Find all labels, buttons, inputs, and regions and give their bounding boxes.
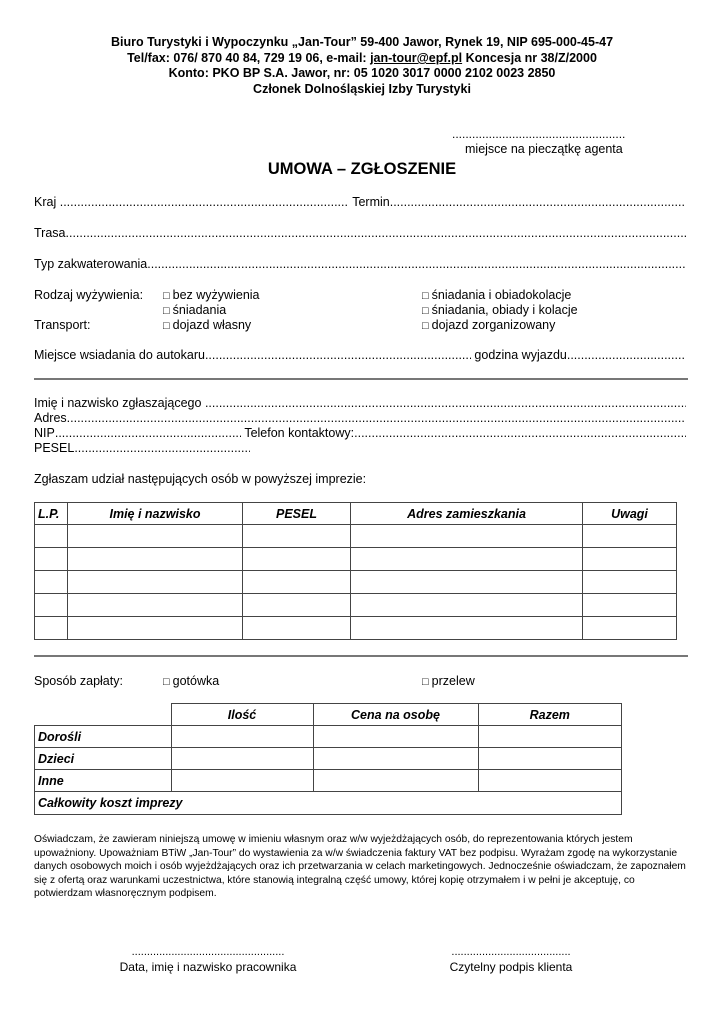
field-trasa[interactable] [34,226,686,241]
cell-pesel[interactable] [243,525,351,548]
table-row [35,525,677,548]
cell-cena[interactable] [313,748,478,770]
option-label: śniadania i obiadokolacje [431,288,572,302]
cell-lp[interactable] [35,617,68,640]
cell-ilosc[interactable] [171,748,313,770]
cell-razem[interactable] [478,770,622,792]
option-label: gotówka [172,674,220,688]
header-contact-post: Koncesja nr 38/Z/2000 [462,51,597,65]
checkbox-icon[interactable]: □ [422,290,429,302]
option-sniadania[interactable] [163,303,226,317]
option-label: śniadania, obiady i kolacje [431,303,578,317]
typ-label: Typ zakwaterowania [34,257,148,271]
col-header-razem: Razem [478,704,622,726]
row-label-dzieci: Dzieci [35,748,172,770]
checkbox-icon[interactable]: □ [163,305,170,317]
table-row [35,748,622,770]
cell-imie[interactable] [68,548,243,571]
col-header-adres: Adres zamieszkania [351,503,583,525]
divider [34,378,688,380]
option-label: dojazd zorganizowany [431,318,556,332]
field-adres[interactable] [34,411,686,426]
col-header-cena: Cena na osobę [313,704,478,726]
table-row [35,770,622,792]
signature-employee-label: Data, imię i nazwisko pracownika [119,960,297,974]
checkbox-icon[interactable]: □ [422,320,429,332]
signature-client-dots[interactable]: ....................................... [451,946,571,958]
checkbox-icon[interactable]: □ [163,290,170,302]
header-line-company: Biuro Turystyki i Wypoczynku „Jan-Tour” 59-400 Jawor, Rynek 19, NIP 695-000-45-47 [110,35,614,49]
cell-imie[interactable] [68,571,243,594]
cell-adres[interactable] [351,594,583,617]
cell-pesel[interactable] [243,548,351,571]
cell-ilosc[interactable] [171,770,313,792]
cell-uwagi[interactable] [583,571,677,594]
table-row [35,594,677,617]
cell-uwagi[interactable] [583,525,677,548]
cell-lp[interactable] [35,571,68,594]
cell-uwagi[interactable] [583,617,677,640]
pesel-label: PESEL [34,441,75,455]
field-nip-telefon[interactable] [34,426,686,441]
option-sniadania-obiadokolacje[interactable] [422,288,571,302]
option-label: bez wyżywienia [172,288,260,302]
header-line-contact [0,51,724,65]
cell-imie[interactable] [68,617,243,640]
field-imie-nazwisko[interactable] [34,396,686,411]
cell-uwagi[interactable] [583,594,677,617]
cell-cena[interactable] [313,726,478,748]
cell-lp[interactable] [35,594,68,617]
signature-client-label: Czytelny podpis klienta [449,960,573,974]
field-miejsce-godzina[interactable] [34,348,686,363]
field-pesel[interactable] [34,441,250,456]
cell-adres[interactable] [351,617,583,640]
stamp-label: miejsce na pieczątkę agenta [465,142,623,156]
table-row [35,726,622,748]
cell-lp[interactable] [35,548,68,571]
option-label: przelew [431,674,475,688]
option-przelew[interactable] [422,674,475,688]
miejsce-label: Miejsce wsiadania do autokaru [34,348,205,362]
transport-label: Transport: [34,318,91,332]
table-row [35,617,677,640]
nip-label: NIP [34,426,55,440]
cell-pesel[interactable] [243,571,351,594]
option-gotowka[interactable] [163,674,219,688]
col-header-uwagi: Uwagi [583,503,677,525]
godzina-label: godzina wyjazdu [474,348,567,362]
trasa-label: Trasa [34,226,66,240]
telefon-label: Telefon kontaktowy: [244,426,355,440]
signature-employee-dots[interactable]: .................................................. [131,946,285,958]
termin-label: Termin [352,195,390,209]
cell-imie[interactable] [68,594,243,617]
email-link[interactable]: jan-tour@epf.pl [370,51,463,65]
cell-uwagi[interactable] [583,548,677,571]
checkbox-icon[interactable]: □ [163,676,170,688]
cell-adres[interactable] [351,571,583,594]
cell-adres[interactable] [351,548,583,571]
header-line-account: Konto: PKO BP S.A. Jawor, nr: 05 1020 3017 0000 2102 0023 2850 [168,66,556,80]
col-header-imie: Imię i nazwisko [68,503,243,525]
checkbox-icon[interactable]: □ [163,320,170,332]
participants-table [34,502,677,640]
col-header-lp: L.P. [35,503,68,525]
cell-imie[interactable] [68,525,243,548]
cell-lp[interactable] [35,525,68,548]
imie-label: Imię i nazwisko zgłaszającego [34,396,202,410]
row-label-calkowity-koszt[interactable]: Całkowity koszt imprezy [35,792,622,815]
col-header-pesel: PESEL [243,503,351,525]
option-dojazd-wlasny[interactable] [163,318,251,332]
wyzywienie-label: Rodzaj wyżywienia: [34,288,144,302]
header-line-membership: Członek Dolnośląskiej Izby Turystyki [253,82,471,96]
option-sniadania-obiady-kolacje[interactable] [422,303,578,317]
row-label-dorosli: Dorośli [35,726,172,748]
cell-razem[interactable] [478,748,622,770]
header-contact-pre: Tel/fax: 076/ 870 40 84, 729 19 06, e-mail: [127,51,371,65]
divider [34,655,688,657]
col-header-ilosc: Ilość [171,704,313,726]
cell-ilosc[interactable] [171,726,313,748]
page-title: UMOWA – ZGŁOSZENIE [267,160,457,178]
option-label: śniadania [172,303,227,317]
table-row [35,548,677,571]
cell-cena[interactable] [313,770,478,792]
participants-intro: Zgłaszam udział następujących osób w powyższej imprezie: [34,472,367,486]
field-kraj-termin[interactable] [34,195,686,210]
kraj-label: Kraj [34,195,57,209]
cell-razem[interactable] [478,726,622,748]
table-row [35,571,677,594]
option-bez-wyzywienia[interactable] [163,288,260,302]
payment-label: Sposób zapłaty: [34,674,123,688]
cell-pesel[interactable] [243,617,351,640]
checkbox-icon[interactable]: □ [422,676,429,688]
cell-pesel[interactable] [243,594,351,617]
row-label-inne: Inne [35,770,172,792]
col-header-blank [35,704,172,726]
declaration-text: Oświadczam, że zawieram niniejszą umowę w imieniu własnym oraz w/w wyjeżdżających osób, do reprezentowania których jestem upoważniony. Upoważniam BTiW „Jan-Tour” do wystawienia za w/w świadczenia faktury VAT bez podpisu. Wyrażam zgodę na wykorzystanie danych osobowych moich i osób wyjeżdżających oraz ich przetwarzania w celach marketingowych. Jednocześnie oświadczam, że zapoznałem się z ofertą oraz warunkami uczestnictwa, które stanowią integralną część umowy, której kopię otrzymałem i w pełni je akceptuję, co potwierdzam własnoręcznym podpisem. [34,834,686,899]
cell-adres[interactable] [351,525,583,548]
option-dojazd-zorganizowany[interactable] [422,318,555,332]
checkbox-icon[interactable]: □ [422,305,429,317]
table-row [35,792,622,815]
cost-table [34,703,622,815]
stamp-dots: .................................................... [452,127,626,141]
option-label: dojazd własny [172,318,252,332]
adres-label: Adres [34,411,67,425]
field-typ-zakwaterowania[interactable] [34,257,686,272]
